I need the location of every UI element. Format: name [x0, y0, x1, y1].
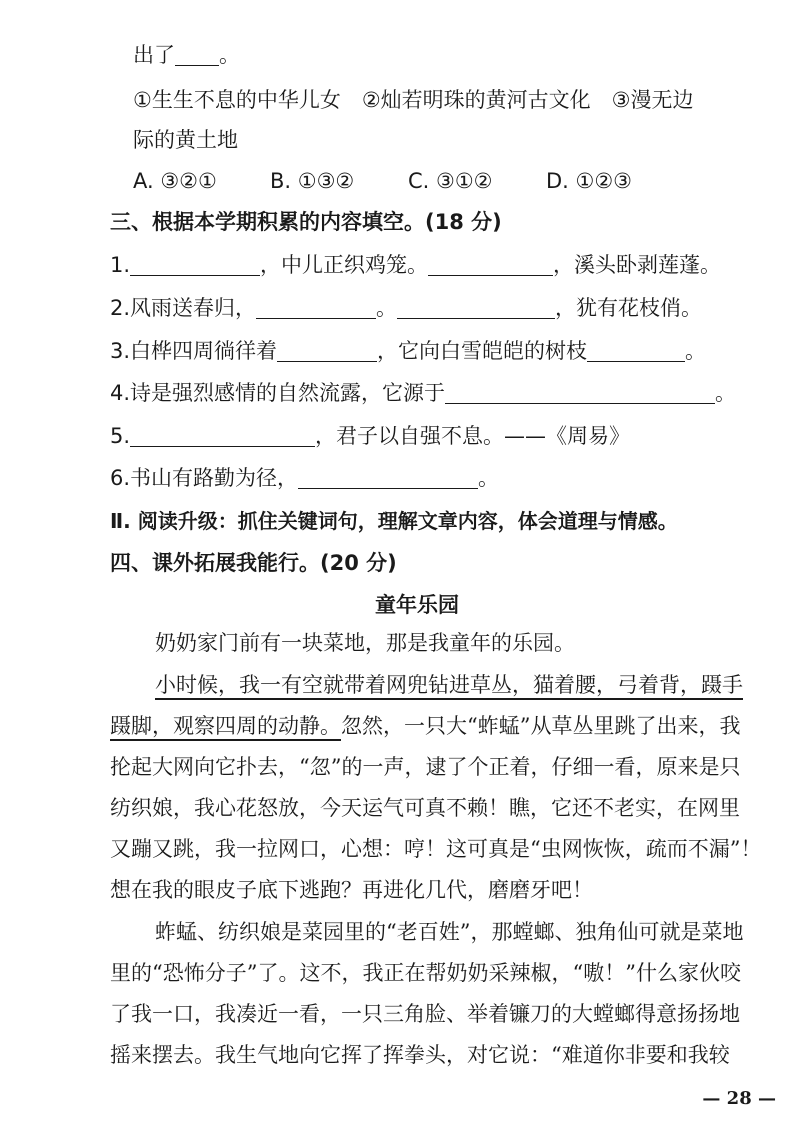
options-line-1: ①生生不息的中华儿女 ②灿若明珠的黄河古文化 ③漫无边 — [133, 88, 694, 112]
answer-blank[interactable] — [175, 43, 219, 66]
section4-heading: 四、课外拓展我能行。(20 分) — [110, 551, 397, 575]
story-p2-line-2 — [110, 711, 740, 741]
section3-heading: 三、根据本学期积累的内容填空。(18 分) — [110, 210, 502, 234]
story-title: 童年乐园 — [375, 593, 459, 617]
prev-line-prefix: 出了 — [133, 43, 175, 67]
fill-item-3 — [110, 336, 706, 366]
item-text: ，犹有花枝俏。 — [555, 296, 703, 320]
choice-b[interactable]: B. ①③② — [270, 169, 355, 193]
prev-line-suffix: 。 — [219, 43, 240, 67]
item-number: 1. — [110, 253, 131, 277]
item-number: 6. — [110, 466, 131, 490]
item-number: 5. — [110, 424, 131, 448]
choice-a[interactable]: A. ③②① — [133, 169, 217, 193]
item-number: 4. — [110, 381, 131, 405]
choice-d[interactable]: D. ①②③ — [546, 169, 632, 193]
item-number: 2. — [110, 296, 131, 320]
fill-item-2 — [110, 293, 702, 323]
item-text: 风雨送春归， — [130, 296, 257, 320]
story-p3-line-1: 蚱蜢、纺织娘是菜园里的“老百姓”，那螳螂、独角仙可就是菜地 — [155, 920, 744, 944]
item-number: 3. — [110, 339, 131, 363]
underlined-sentence: 蹑脚，观察四周的动静。 — [110, 714, 341, 738]
answer-blank[interactable] — [277, 339, 377, 362]
item-text: 白桦四周徜徉着 — [130, 339, 278, 363]
item-text: 。 — [376, 296, 398, 320]
story-p3-line-2: 里的“恐怖分子”了。这不，我正在帮奶奶采辣椒，“嗷！”什么家伙咬 — [110, 961, 741, 985]
answer-blank[interactable] — [298, 466, 478, 489]
options-line-2: 际的黄土地 — [133, 128, 238, 152]
item-text: 。 — [715, 381, 737, 405]
answer-blank[interactable] — [130, 424, 315, 447]
story-p3-line-3: 了我一口，我凑近一看，一只三角脸、举着镰刀的大螳螂得意扬扬地 — [110, 1002, 740, 1026]
story-text: 忽然，一只大“蚱蜢”从草丛里跳了出来，我 — [341, 714, 741, 738]
underlined-sentence: 小时候，我一有空就带着网兜钻进草丛，猫着腰，弓着背，蹑手 — [155, 673, 743, 697]
item-text: ，它向白雪皑皑的树枝 — [377, 339, 588, 363]
prev-question-line — [133, 40, 240, 70]
story-p2-line-3: 抡起大网向它扑去，“忽”的一声，逮了个正着，仔细一看，原来是只 — [110, 755, 741, 779]
answer-blank[interactable] — [256, 296, 376, 319]
answer-blank[interactable] — [587, 339, 685, 362]
answer-blank[interactable] — [397, 296, 555, 319]
answer-blank[interactable] — [130, 253, 260, 276]
story-p2-line-6: 想在我的眼皮子底下逃跑？再进化几代，磨磨牙吧！ — [110, 878, 593, 902]
story-paragraph-1: 奶奶家门前有一块菜地，那是我童年的乐园。 — [155, 631, 575, 655]
page-number: — 28 — — [702, 1088, 776, 1109]
fill-item-5 — [110, 421, 630, 451]
item-text: 。 — [685, 339, 707, 363]
item-text: ，溪头卧剥莲蓬。 — [553, 253, 722, 277]
answer-blank[interactable] — [428, 253, 553, 276]
item-text: ，中儿正织鸡笼。 — [260, 253, 429, 277]
item-text: 书山有路勤为径， — [130, 466, 299, 490]
item-text: ，君子以自强不息。——《周易》 — [315, 424, 631, 448]
story-p2-line-5: 又蹦又跳，我一拉网口，心想：哼！这可真是“虫网恢恢，疏而不漏”！ — [110, 837, 762, 861]
fill-item-1 — [110, 250, 721, 280]
story-p2-line-4: 纺织娘，我心花怒放，今天运气可真不赖！瞧，它还不老实，在网里 — [110, 796, 740, 820]
item-text: 。 — [478, 466, 500, 490]
story-p3-line-4: 摇来摆去。我生气地向它挥了挥拳头，对它说：“难道你非要和我较 — [110, 1043, 730, 1067]
fill-item-6 — [110, 463, 499, 493]
part2-heading: Ⅱ. 阅读升级：抓住关键词句，理解文章内容，体会道理与情感。 — [110, 509, 678, 533]
story-p2-line-1 — [155, 670, 743, 700]
fill-item-4 — [110, 378, 736, 408]
choice-c[interactable]: C. ③①② — [408, 169, 493, 193]
item-text: 诗是强烈感情的自然流露，它源于 — [130, 381, 446, 405]
answer-blank[interactable] — [445, 381, 715, 404]
